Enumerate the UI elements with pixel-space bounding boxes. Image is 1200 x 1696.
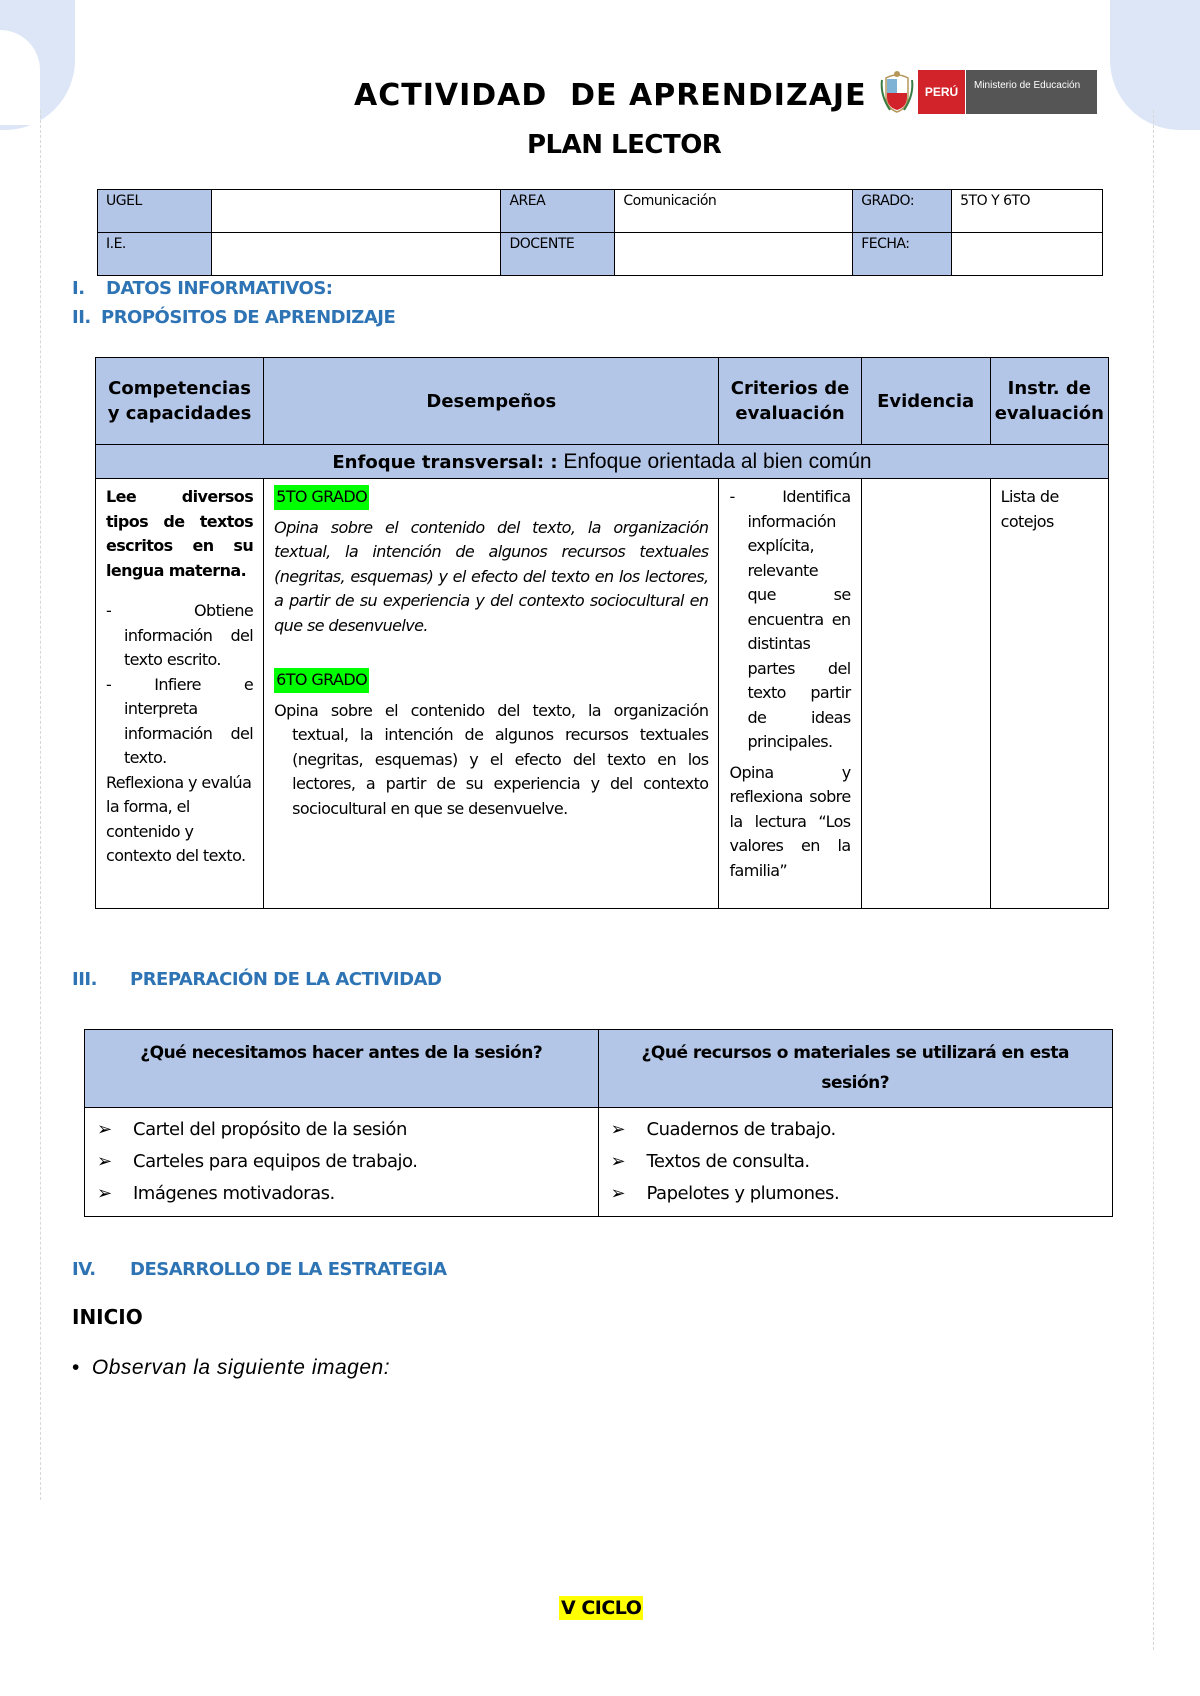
enfoque-row xyxy=(96,445,1109,479)
footer-ciclo: V CICLO xyxy=(561,1597,642,1619)
section-1-heading xyxy=(72,278,333,299)
bullet-dot-icon: • xyxy=(72,1356,80,1379)
competencia-title: Lee diversos tipos de textos escritos en su lengua materna. xyxy=(106,487,254,580)
criterio-1-text: Identifica información explícita, relevante que se encuentra en distintas partes del texto partir de ideas principales. xyxy=(747,487,851,751)
list-item xyxy=(611,1114,1101,1146)
grade-6-label: 6TO GRADO xyxy=(274,668,369,693)
header-evidencia: Evidencia xyxy=(861,358,990,445)
info-table xyxy=(97,189,1103,276)
margin-guide xyxy=(40,110,41,1500)
list-item-text: Textos de consulta. xyxy=(646,1151,810,1172)
area-label: AREA xyxy=(501,190,615,233)
instrumento-cell: Lista de cotejos xyxy=(990,479,1108,909)
list-item xyxy=(97,1146,586,1178)
prep-col1-header: ¿Qué necesitamos hacer antes de la sesión? xyxy=(85,1030,599,1108)
list-item: - Infiere e interpreta información del texto. xyxy=(106,673,253,771)
capacidad-extra: Reflexiona y evalúa la forma, el contenido y contexto del texto. xyxy=(106,772,252,865)
header-desempenos: Desempeños xyxy=(264,358,719,445)
ministerio-logo xyxy=(880,68,1097,116)
enfoque-value: Enfoque orientada al bien común xyxy=(557,449,872,473)
inicio-bullet-text: Observan la siguiente imagen: xyxy=(91,1356,391,1379)
section-title: DESARROLLO DE LA ESTRATEGIA xyxy=(130,1259,447,1280)
list-item-text: Imágenes motivadoras. xyxy=(133,1183,335,1204)
list-item xyxy=(611,1178,1101,1210)
section-number: II. xyxy=(72,307,91,328)
list-item-text: Cartel del propósito de la sesión xyxy=(133,1119,407,1140)
list-item xyxy=(97,1178,586,1210)
enfoque-label: Enfoque transversal: : xyxy=(332,451,558,473)
arrow-bullet-icon: ➢ xyxy=(610,1151,626,1172)
page-title: ACTIVIDAD DE APRENDIZAJE xyxy=(354,78,867,113)
list-item-text: Carteles para equipos de trabajo. xyxy=(133,1151,418,1172)
ugel-field[interactable] xyxy=(211,190,501,233)
grado-field[interactable]: 5TO Y 6TO xyxy=(952,190,1103,233)
purposes-table xyxy=(95,357,1109,909)
section-title: PROPÓSITOS DE APRENDIZAJE xyxy=(101,307,396,328)
section-number: III. xyxy=(72,969,97,990)
arrow-bullet-icon: ➢ xyxy=(610,1119,626,1140)
docente-field[interactable] xyxy=(615,233,853,276)
arrow-bullet-icon: ➢ xyxy=(97,1183,112,1204)
ie-label: I.E. xyxy=(98,233,212,276)
fecha-field[interactable] xyxy=(952,233,1103,276)
section-number: I. xyxy=(72,278,85,299)
list-item-text: Papelotes y plumones. xyxy=(646,1183,840,1204)
arrow-bullet-icon: ➢ xyxy=(610,1183,626,1204)
grade-6-text: Opina sobre el contenido del texto, la organización textual, la intención de algunos recursos textuales (negritas, esquemas) y el efecto del texto en los lectores, a partir de su experiencia y del contexto sociocultural en que se desenvuelve. xyxy=(274,700,709,818)
peru-logo-box: PERÚ xyxy=(918,70,965,114)
ugel-label: UGEL xyxy=(98,190,212,233)
capacidades-list xyxy=(106,599,253,771)
docente-label: DOCENTE xyxy=(501,233,615,276)
arrow-bullet-icon: ➢ xyxy=(97,1119,112,1140)
criterio-2: Opina y reflexiona sobre la lectura “Los valores en la familia” xyxy=(729,762,851,880)
evidencia-cell xyxy=(861,479,990,909)
area-field[interactable]: Comunicación xyxy=(615,190,853,233)
prep-col1-list xyxy=(97,1114,586,1210)
corner-decoration xyxy=(1110,0,1200,130)
ie-field[interactable] xyxy=(211,233,501,276)
fecha-label: FECHA: xyxy=(853,233,952,276)
competencia-cell xyxy=(96,479,264,909)
criterios-cell xyxy=(719,479,861,909)
section-3-heading xyxy=(72,969,441,990)
page-subtitle: PLAN LECTOR xyxy=(527,130,722,160)
grade-5-label: 5TO GRADO xyxy=(274,485,369,510)
ministerio-logo-box: Ministerio de Educación xyxy=(965,70,1097,114)
prep-col1-cell xyxy=(85,1108,599,1217)
desempenos-cell xyxy=(264,479,719,909)
grade-5-text: Opina sobre el contenido del texto, la organización textual, la intención de algunos recursos textuales (negritas, esquemas) y el efecto del texto en los lectores, a partir de su experiencia y del contexto sociocultural en que se desenvuelve. xyxy=(274,517,709,635)
escudo-icon xyxy=(880,70,914,114)
prep-col2-list xyxy=(611,1114,1101,1210)
preparation-table xyxy=(84,1029,1113,1217)
criterio-1: - Identifica información explícita, relevante que se encuentra en distintas partes del texto partir de ideas principales. xyxy=(729,487,851,751)
inicio-bullet xyxy=(72,1356,390,1380)
margin-guide xyxy=(1153,110,1154,1650)
header-instrumento: Instr. de evaluación xyxy=(990,358,1108,445)
prep-col2-cell xyxy=(598,1108,1113,1217)
section-title: PREPARACIÓN DE LA ACTIVIDAD xyxy=(130,969,442,990)
header-criterios: Criterios de evaluación xyxy=(719,358,861,445)
section-2-heading xyxy=(72,307,395,328)
list-item-text: Cuadernos de trabajo. xyxy=(646,1119,836,1140)
arrow-bullet-icon: ➢ xyxy=(97,1151,112,1172)
header-competencias: Competencias y capacidades xyxy=(96,358,264,445)
grado-label: GRADO: xyxy=(853,190,952,233)
list-item xyxy=(611,1146,1101,1178)
prep-col2-header: ¿Qué recursos o materiales se utilizará en esta sesión? xyxy=(598,1030,1113,1108)
list-item: - Obtiene información del texto escrito. xyxy=(106,599,253,673)
section-number: IV. xyxy=(72,1259,96,1280)
section-title: DATOS INFORMATIVOS: xyxy=(106,278,333,299)
list-item xyxy=(97,1114,586,1146)
inicio-heading: INICIO xyxy=(72,1305,143,1329)
section-4-heading xyxy=(72,1259,447,1280)
